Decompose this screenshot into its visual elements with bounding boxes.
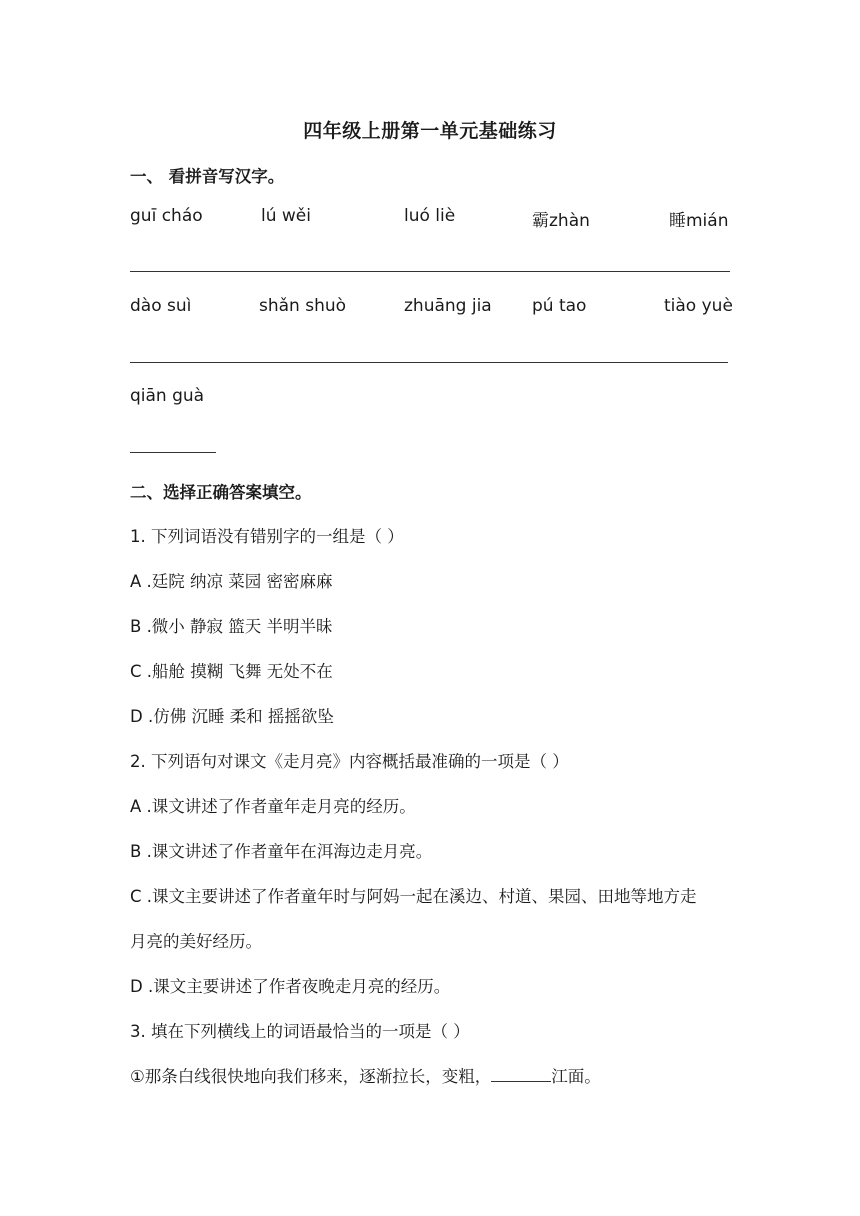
- question-3-stem: 3. 填在下列横线上的词语最恰当的一项是（ ）: [130, 1022, 470, 1041]
- question-3-sentence-1: [130, 1063, 601, 1087]
- question-2-option-a: A .课文讲述了作者童年走月亮的经历。: [130, 797, 416, 816]
- pinyin-row-1: [130, 206, 730, 230]
- section-1-heading: 一、 看拼音写汉字。: [130, 167, 285, 186]
- pinyin-item: zhuāng jia: [404, 296, 492, 316]
- pinyin-item: luó liè: [404, 206, 456, 226]
- pinyin-item: shǎn shuò: [259, 296, 347, 316]
- pinyin-item: tiào yuè: [664, 296, 733, 316]
- pinyin-item: pú tao: [532, 296, 587, 316]
- question-2-option-d: D .课文主要讲述了作者夜晚走月亮的经历。: [130, 977, 451, 996]
- question-1-option-d: D .仿佛 沉睡 柔和 摇摇欲坠: [130, 707, 334, 726]
- answer-line-1: [130, 271, 730, 272]
- answer-line-3: [130, 452, 216, 453]
- pinyin-item: 霸zhàn: [532, 211, 590, 231]
- sentence-text-before: ①那条白线很快地向我们移来，逐渐拉长，变粗，: [130, 1067, 492, 1086]
- section-2-heading: 二、选择正确答案填空。: [130, 483, 312, 502]
- question-2-option-c-line-1: C .课文主要讲述了作者童年时与阿妈一起在溪边、村道、果园、田地等地方走: [130, 887, 697, 906]
- pinyin-row-3: [130, 386, 730, 410]
- question-1-option-c: C .船舱 摸糊 飞舞 无处不在: [130, 662, 333, 681]
- pinyin-item: guī cháo: [130, 206, 203, 226]
- page-title: 四年级上册第一单元基础练习: [303, 120, 557, 142]
- question-1-option-a: A .廷院 纳凉 菜园 密密麻麻: [130, 572, 333, 591]
- pinyin-row-2: [130, 296, 733, 320]
- question-2-option-c-line-2: 月亮的美好经历。: [130, 932, 262, 951]
- pinyin-item: qiān guà: [130, 386, 205, 406]
- question-2-option-b: B .课文讲述了作者童年在洱海边走月亮。: [130, 842, 433, 861]
- question-1-option-b: B .微小 静寂 篮天 半明半昧: [130, 617, 333, 636]
- question-2-stem: 2. 下列语句对课文《走月亮》内容概括最准确的一项是（ ）: [130, 752, 569, 771]
- answer-line-2: [130, 362, 728, 363]
- pinyin-item: dào suì: [130, 296, 192, 316]
- pinyin-item: 睡mián: [669, 211, 729, 231]
- fill-blank[interactable]: [491, 1065, 551, 1082]
- question-1-stem: 1. 下列词语没有错别字的一组是（ ）: [130, 527, 404, 546]
- sentence-text-after: 江面。: [551, 1067, 601, 1086]
- pinyin-item: lú wěi: [261, 206, 311, 226]
